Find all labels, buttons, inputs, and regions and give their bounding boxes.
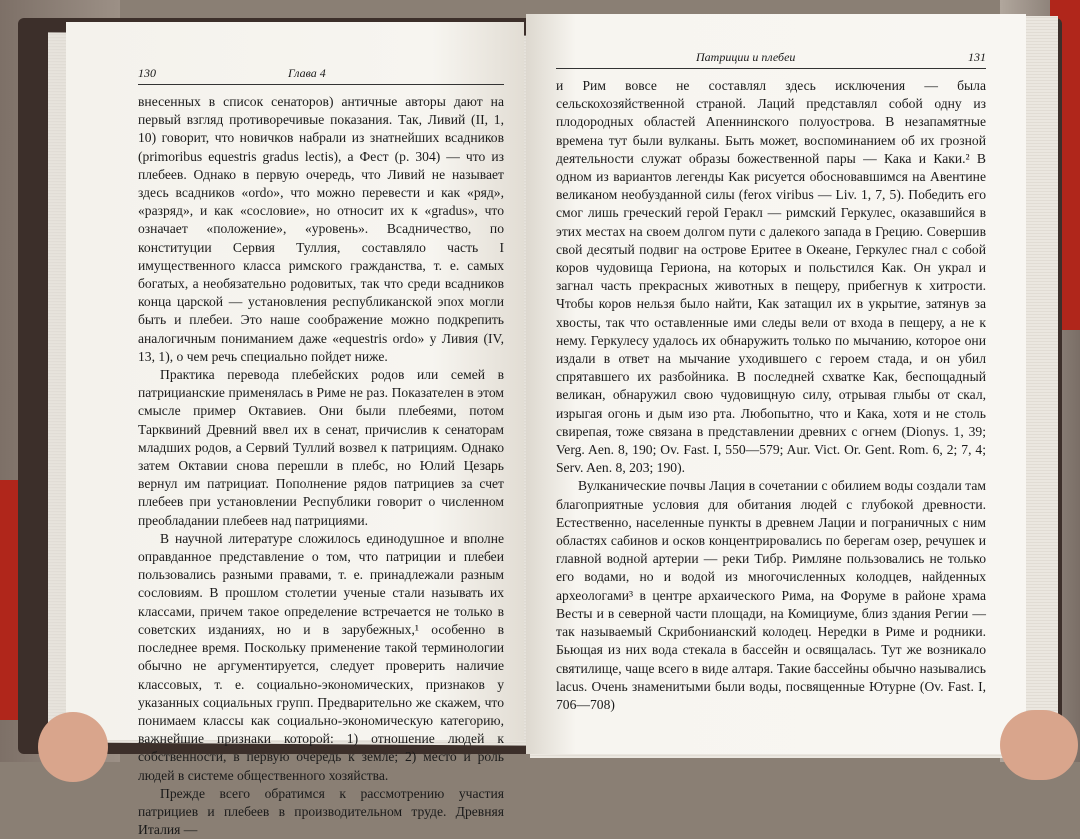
- left-thumb: [38, 712, 108, 782]
- left-chapter-title: Глава 4: [288, 66, 326, 80]
- left-page-number: 130: [138, 66, 156, 80]
- left-paragraph: Практика перевода плебейских родов или семей в патрицианские применялась в Риме не раз. Показателен в этом смысле пример Октавиев. Они были плебеями, потом Тарквиний Древний ввел их в сенат, причислив к сенаторам младших родов, а Сервий Туллий возвел к патрициям. Однако затем Октавии снова перешли в плебс, но Юлий Цезарь вернул им патрициат. Пополнение рядов патрициев за счет плебеев при установлении Республики говорит о численном преобладании плебеев над патрициями.: [138, 367, 504, 528]
- left-page: [66, 22, 524, 838]
- left-paragraph: Прежде всего обратимся к рассмотрению участия патрициев и плебеев в производительном труде. Древняя Италия —: [138, 785, 504, 838]
- right-paragraph: и Рим вовсе не составлял здесь исключения — была сельскохозяйственной страной. Лаций представлял собой одну из плодородных областей Апеннинского полуострова. В незапамятные времена тут были вулканы. Быть может, воспоминанием об их грозной деятельности служат образы божественной пары — Кака и Каки.² В одном из вариантов легенды Как рисуется обосновавшимся на Авентине великаном необузданной силы (ferox viribus — Liv. 1, 7, 5). Победить его смог лишь греческий герой Геракл — римский Геркулес, оказавшийся в этих местах на своем долгом пути с далекого запада в Грецию. Совершив свой десятый подвиг на острове Еритее в Океане, Геркулес гнал с собой коров чудовища Гериона, на которых и польстился Как. Он украл и загнал часть прекрасных животных в пещеру, прибегнув к хитрости. Чтобы коров нельзя было найти, Как затащил их в укрытие, затянув за хвосты, так что оставленные ими следы вели от входа в пещеру, а не к нему. Геркулесу удалось их обнаружить только по мычанию, которое они издали в ответ на мычание уходившего с героем стада, и он убил спрятавшего их разбойника. В последней схватке Как, беспощадный великан, обнаружил свою чудовищную силу, отрывая глыбы от скал, изрыгая огонь и дым изо рта. Любопытно, что и Кака, хотя и не столь свирепая, тоже связана в представлении древних с огнем (Dionys. 1, 39; Verg. Aen. 8, 190; Ov. Fast. I, 550—579; Aur. Vict. Or. Gent. Rom. 6, 2; 7, 4; Serv. Aen. 8, 203; 190).: [556, 78, 986, 476]
- left-paragraph: В научной литературе сложилось единодушное и вполне оправданное представление о том, что патриции и плебеи пользовались разными правами, т. е. принадлежали разным сословиям. В прошлом столетии ученые стали называть их классами, причем такое определение встречается не только в советских изданиях, но и в зарубежных,¹ особенно в последнее время. Поскольку применение такой терминологии обычно не аргументируется, следует проверить наличие классовых, т. е. социально-экономических, признаков у указанных социальных групп. Предварительно же скажем, что понимаем классы как социально-экономическую категорию, важнейшие признаки которой: 1) отношение людей к собственности, в первую очередь к земле; 2) место и роль людей в системе общественного хозяйства.: [138, 530, 504, 783]
- right-chapter-title: Патриции и плебеи: [696, 50, 796, 64]
- right-paragraph: Вулканические почвы Лация в сочетании с обилием воды создали там благоприятные условия для обитания людей с глубокой древности. Естественно, населенные пункты в древнем Лации и пограничных с ним областях сабинов и осков концентрировались по берегам озер, речушек и главной водной артерии — реки Тибр. Римляне пользовались не только его водами, но и водой из многочисленных колодцев, найденных археологами³ в центре архаического Рима, на Форуме в районе храма Весты и в северной части площади, на Комициуме, близ здания Регии — так называемый Скрибонианский колодец. Нередки в Риме и родники. Бьющая из них вода стекала в бассейн и освящалась. Тут же возникало святилище, чаще всего в виде алтаря. Такие бассейны обычно назывались lacus. Очень знаменитыми были воды, посвященные Ютурне (Ov. Fast. I, 706—708): [556, 478, 986, 712]
- right-page-number: 131: [968, 50, 986, 64]
- right-page: [526, 14, 1026, 754]
- left-running-head: [138, 66, 504, 85]
- left-paragraph: внесенных в список сенаторов) античные авторы дают на первый взгляд противоречивые показания. Так, Ливий (II, 1, 10) говорит, что новичков набрали из знатнейших всадников (primoribus equestris gradus lectis), а Фест (р. 304) — что из плебеев. Однако в первую очередь, что Ливий не называет здесь всадников «ordo», что можно перевести и как «ряд», «разряд», и как «сословие», но относит их к «gradus», что означает «положение», «уровень». Всадничество, по конституции Сервия Туллия, составляло часть I имущественного класса римского гражданства, т. е. самых богатых, а необязательно родовитых, так что среди всадников конца царской — установления республиканской эпох могли быть и плебеи. Это наше соображение можно подкрепить аналогичным пониманием даже «equestris ordo» у Ливия (IV, 13, 1), о чем речь специально пойдет ниже.: [138, 94, 504, 364]
- right-running-head: [556, 50, 986, 69]
- right-thumb: [1000, 710, 1078, 780]
